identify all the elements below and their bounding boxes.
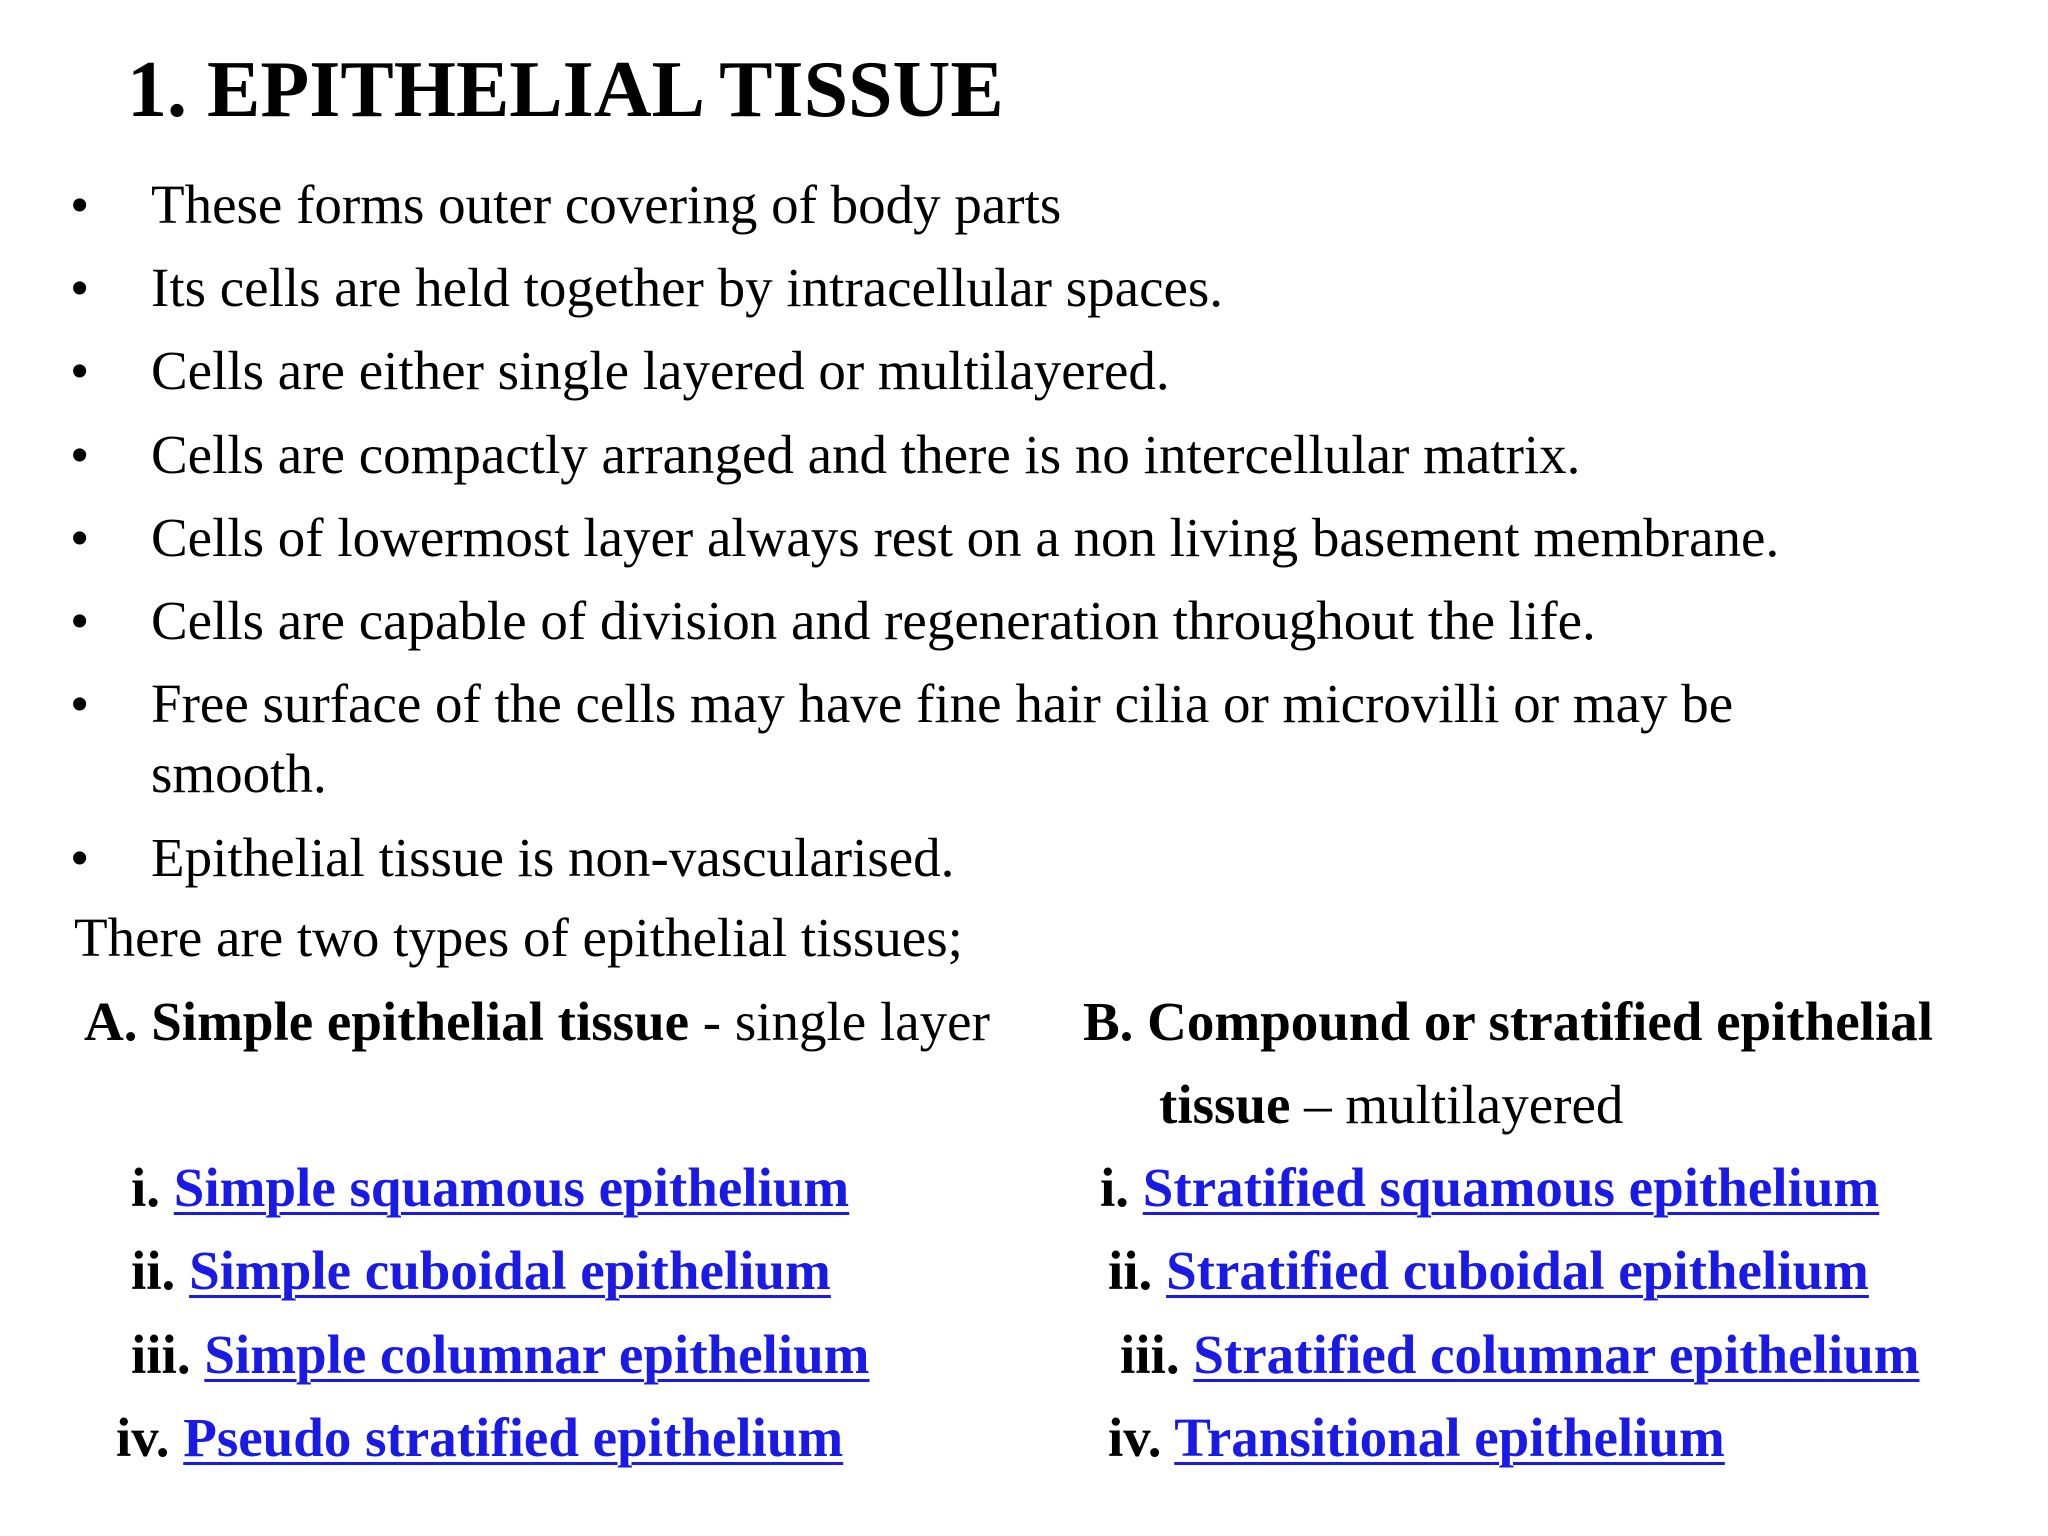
item-numeral: iv. [1108, 1407, 1162, 1468]
compound-type-item [1108, 1403, 1725, 1473]
types-intro: There are two types of epithelial tissues; [74, 907, 963, 968]
bullet-text: Cells of lowermost layer always rest on a non living basement membrane. [151, 507, 1780, 568]
simple-heading-bold: A. Simple epithelial tissue [84, 991, 690, 1052]
bullet-icon: • [70, 507, 90, 568]
stratified-cuboidal-link[interactable]: Stratified cuboidal epithelium [1166, 1240, 1869, 1301]
compound-heading-bold-2: tissue [1159, 1074, 1291, 1135]
item-numeral: ii. [1108, 1240, 1153, 1301]
bullet-icon: • [70, 174, 90, 235]
bullet-text-continuation: smooth. [151, 743, 327, 804]
stratified-columnar-link[interactable]: Stratified columnar epithelium [1193, 1324, 1920, 1385]
bullet-text: Cells are compactly arranged and there is no intercellular matrix. [151, 424, 1581, 485]
bullet-text: Cells are either single layered or multilayered. [151, 340, 1170, 401]
compound-heading-rest: – multilayered [1290, 1074, 1624, 1135]
bullet-text: Its cells are held together by intracellular spaces. [151, 257, 1224, 318]
compound-heading-line2 [1159, 1070, 1623, 1140]
bullet-icon: • [70, 590, 90, 651]
item-numeral: iii. [131, 1324, 191, 1385]
simple-heading [84, 987, 990, 1057]
pseudo-stratified-link[interactable]: Pseudo stratified epithelium [183, 1407, 844, 1468]
simple-type-item [131, 1236, 831, 1306]
simple-type-item [116, 1403, 843, 1473]
bullet-text: Epithelial tissue is non-vascularised. [151, 827, 955, 888]
bullet-text: Free surface of the cells may have fine hair cilia or microvilli or may be [151, 673, 1734, 734]
simple-type-item [131, 1320, 869, 1390]
item-numeral: i. [131, 1157, 161, 1218]
item-numeral: iv. [116, 1407, 170, 1468]
compound-heading [1083, 987, 1933, 1057]
simple-cuboidal-link[interactable]: Simple cuboidal epithelium [189, 1240, 831, 1301]
compound-type-item [1100, 1153, 1879, 1223]
compound-type-item [1108, 1236, 1869, 1306]
page-title: 1. EPITHELIAL TISSUE [127, 46, 1004, 134]
transitional-link[interactable]: Transitional epithelium [1174, 1407, 1725, 1468]
bullet-text: These forms outer covering of body parts [151, 174, 1062, 235]
compound-type-item [1120, 1320, 1920, 1390]
simple-heading-rest: - single layer [689, 991, 990, 1052]
bullet-text: Cells are capable of division and regeneration throughout the life. [151, 590, 1596, 651]
simple-columnar-link[interactable]: Simple columnar epithelium [204, 1324, 870, 1385]
item-numeral: ii. [131, 1240, 176, 1301]
bullet-icon: • [70, 340, 90, 401]
simple-type-item [131, 1153, 849, 1223]
bullet-icon: • [70, 257, 90, 318]
compound-heading-bold: B. Compound or stratified epithelial [1083, 991, 1934, 1052]
stratified-squamous-link[interactable]: Stratified squamous epithelium [1142, 1157, 1880, 1218]
bullet-icon: • [70, 673, 90, 734]
bullet-icon: • [70, 424, 90, 485]
simple-squamous-link[interactable]: Simple squamous epithelium [173, 1157, 850, 1218]
item-numeral: iii. [1120, 1324, 1180, 1385]
item-numeral: i. [1100, 1157, 1130, 1218]
bullet-icon: • [70, 827, 90, 888]
